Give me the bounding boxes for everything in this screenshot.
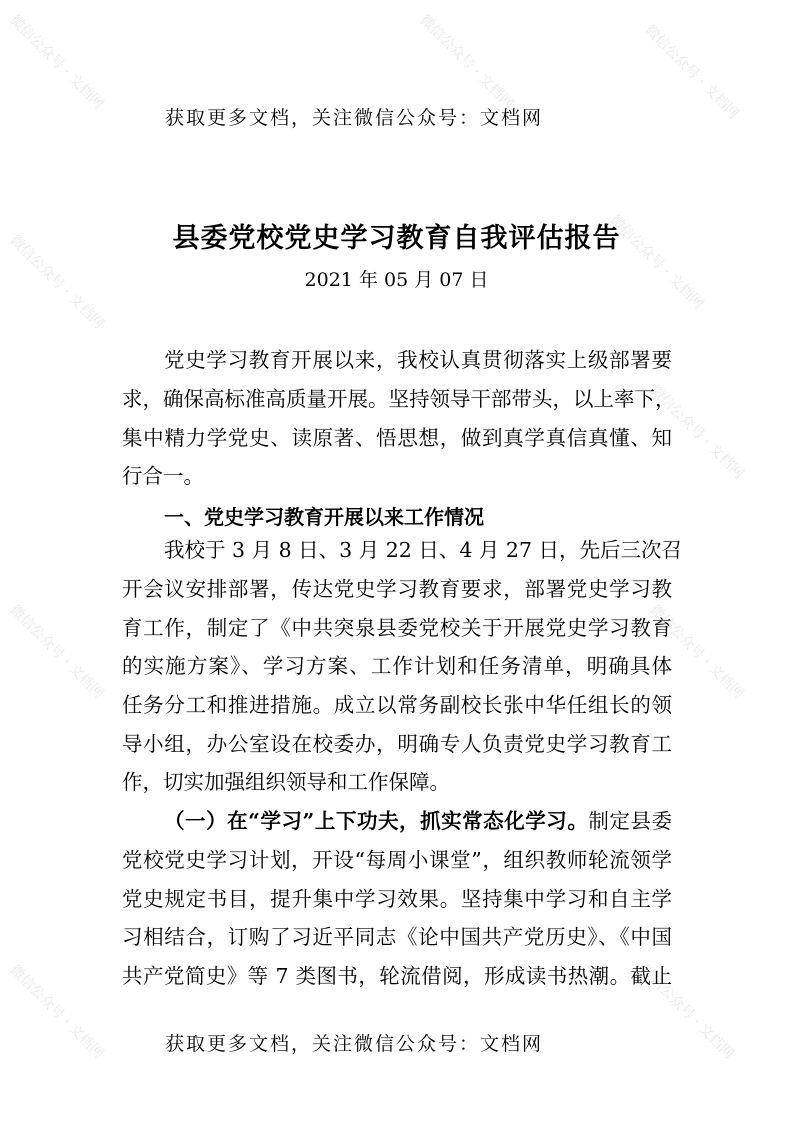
watermark: 微信公众号 · 文档网	[641, 22, 742, 123]
page-title: 县委党校党史学习教育自我评估报告	[172, 223, 621, 254]
subsection-heading: （一）在“学习”上下功夫，抓实常态化学习。	[164, 809, 589, 833]
body-line: 任务分工和推进措施。成立以常务副校长张中华任组长的领	[122, 693, 672, 717]
intro-line: 集中精力学党史、读原著、悟思想，做到真学真信真懂、知	[122, 426, 672, 450]
body-line: 的实施方案》、学习方案、工作计划和任务清单，明确具体	[122, 654, 672, 678]
body-line: 我校于 3 月 8 日、3 月 22 日、4 月 27 日，先后三次召	[164, 538, 683, 562]
body-line: 开会议安排部署，传达党史学习教育要求，部署党史学习教	[122, 577, 672, 601]
watermark: 微信公众号 · 文档网	[606, 212, 707, 313]
intro-line: 求，确保高标准高质量开展。坚持领导干部带头，以上率下，	[122, 387, 676, 411]
body-text: 制定县委	[588, 809, 672, 833]
intro-line: 行合一。	[122, 464, 204, 488]
watermark: 微信公众号 · 文档网	[6, 962, 107, 1063]
header-note: 获取更多文档，关注微信公众号：文档网	[165, 107, 544, 129]
watermark: 微信公众号 · 文档网	[6, 602, 107, 703]
intro-line: 党史学习教育开展以来，我校认真贯彻落实上级部署要	[164, 348, 672, 372]
section-heading: 一、党史学习教育开展以来工作情况	[164, 505, 484, 529]
body-line: 党校党史学习计划，开设“每周小课堂”，组织教师轮流领学	[122, 848, 672, 872]
body-line: 导小组，办公室设在校委办，明确专人负责党史学习教育工	[122, 732, 672, 756]
watermark: 微信公众号 · 文档网	[416, 12, 517, 113]
document-date: 2021 年 05 月 07 日	[304, 269, 489, 291]
body-line: 育工作，制定了《中共突泉县委党校关于开展党史学习教育	[122, 616, 672, 640]
footer-note: 获取更多文档，关注微信公众号：文档网	[165, 1033, 544, 1055]
watermark: 微信公众号 · 文档网	[6, 232, 107, 333]
body-line: 习相结合，订购了习近平同志《论中国共产党历史》、《中国	[122, 925, 672, 949]
watermark: 微信公众号 · 文档网	[646, 602, 747, 703]
subsection-line	[164, 811, 672, 832]
body-line: 共产党简史》等 7 类图书，轮流借阅，形成读书热潮。截止	[122, 964, 672, 988]
watermark: 微信公众号 · 文档网	[646, 382, 747, 483]
watermark: 微信公众号 · 文档网	[636, 962, 737, 1063]
body-line: 党史规定书目，提升集中学习效果。坚持集中学习和自主学	[122, 887, 672, 911]
watermark: 微信公众号 · 文档网	[6, 12, 107, 113]
body-line: 作，切实加强组织领导和工作保障。	[122, 770, 450, 794]
